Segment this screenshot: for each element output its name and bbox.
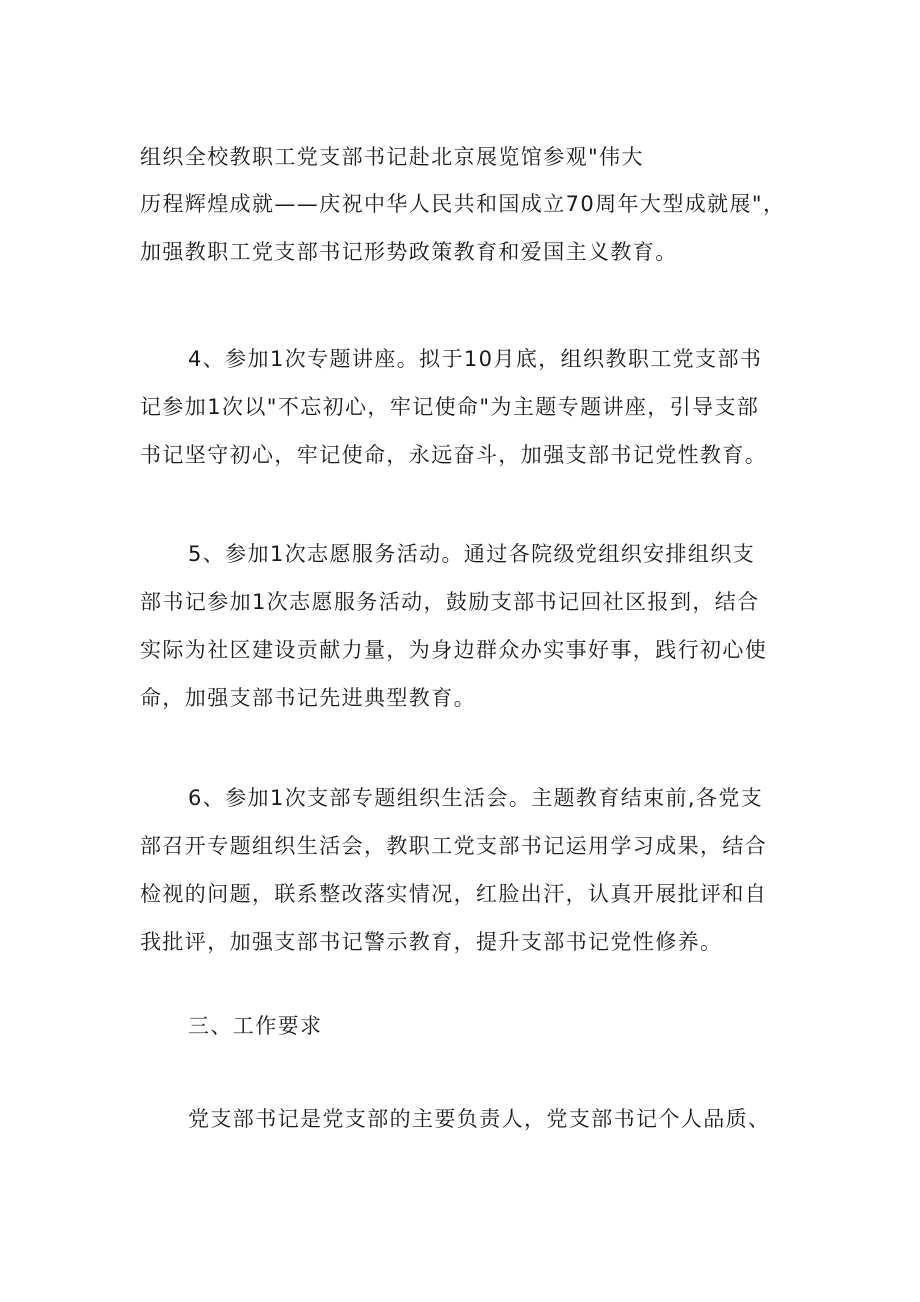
item-5-line-4: 命，加强支部书记先进典型教育。 <box>140 686 476 710</box>
section-heading: 三、工作要求 <box>188 1014 323 1038</box>
item-6-line-2: 部召开专题组织生活会，教职工党支部书记运用学习成果，结合 <box>140 834 768 858</box>
item-5-line-3: 实际为社区建设贡献力量，为身边群众办实事好事，践行初心使 <box>140 638 768 662</box>
paragraph-1-line-2: 历程辉煌成就——庆祝中华人民共和国成立70周年大型成就展"， <box>140 192 786 216</box>
paragraph-1-line-1: 组织全校教职工党支部书记赴北京展览馆参观"伟大 <box>140 145 644 169</box>
item-6-line-1: 6、参加1次支部专题组织生活会。主题教育结束前,各党支 <box>188 786 764 810</box>
item-5-line-2: 部书记参加1次志愿服务活动，鼓励支部书记回社区报到，结合 <box>140 590 760 614</box>
item-6-line-4: 我批评，加强支部书记警示教育，提升支部书记党性修养。 <box>140 930 723 954</box>
item-4-line-1: 4、参加1次专题讲座。拟于10月底，组织教职工党支部书 <box>188 347 763 371</box>
item-4-line-2: 记参加1次以"不忘初心，牢记使命"为主题专题讲座，引导支部 <box>140 395 760 419</box>
item-5-line-1: 5、参加1次志愿服务活动。通过各院级党组织安排组织支 <box>188 542 756 566</box>
item-6-line-3: 检视的问题，联系整改落实情况，红脸出汗，认真开展批评和自 <box>140 882 768 906</box>
item-4-line-3: 书记坚守初心，牢记使命，永远奋斗，加强支部书记党性教育。 <box>140 443 768 467</box>
paragraph-1-line-3: 加强教职工党支部书记形势政策教育和爱国主义教育。 <box>140 240 678 264</box>
section-3-paragraph-line-1: 党支部书记是党支部的主要负责人，党支部书记个人品质、 <box>188 1107 771 1131</box>
